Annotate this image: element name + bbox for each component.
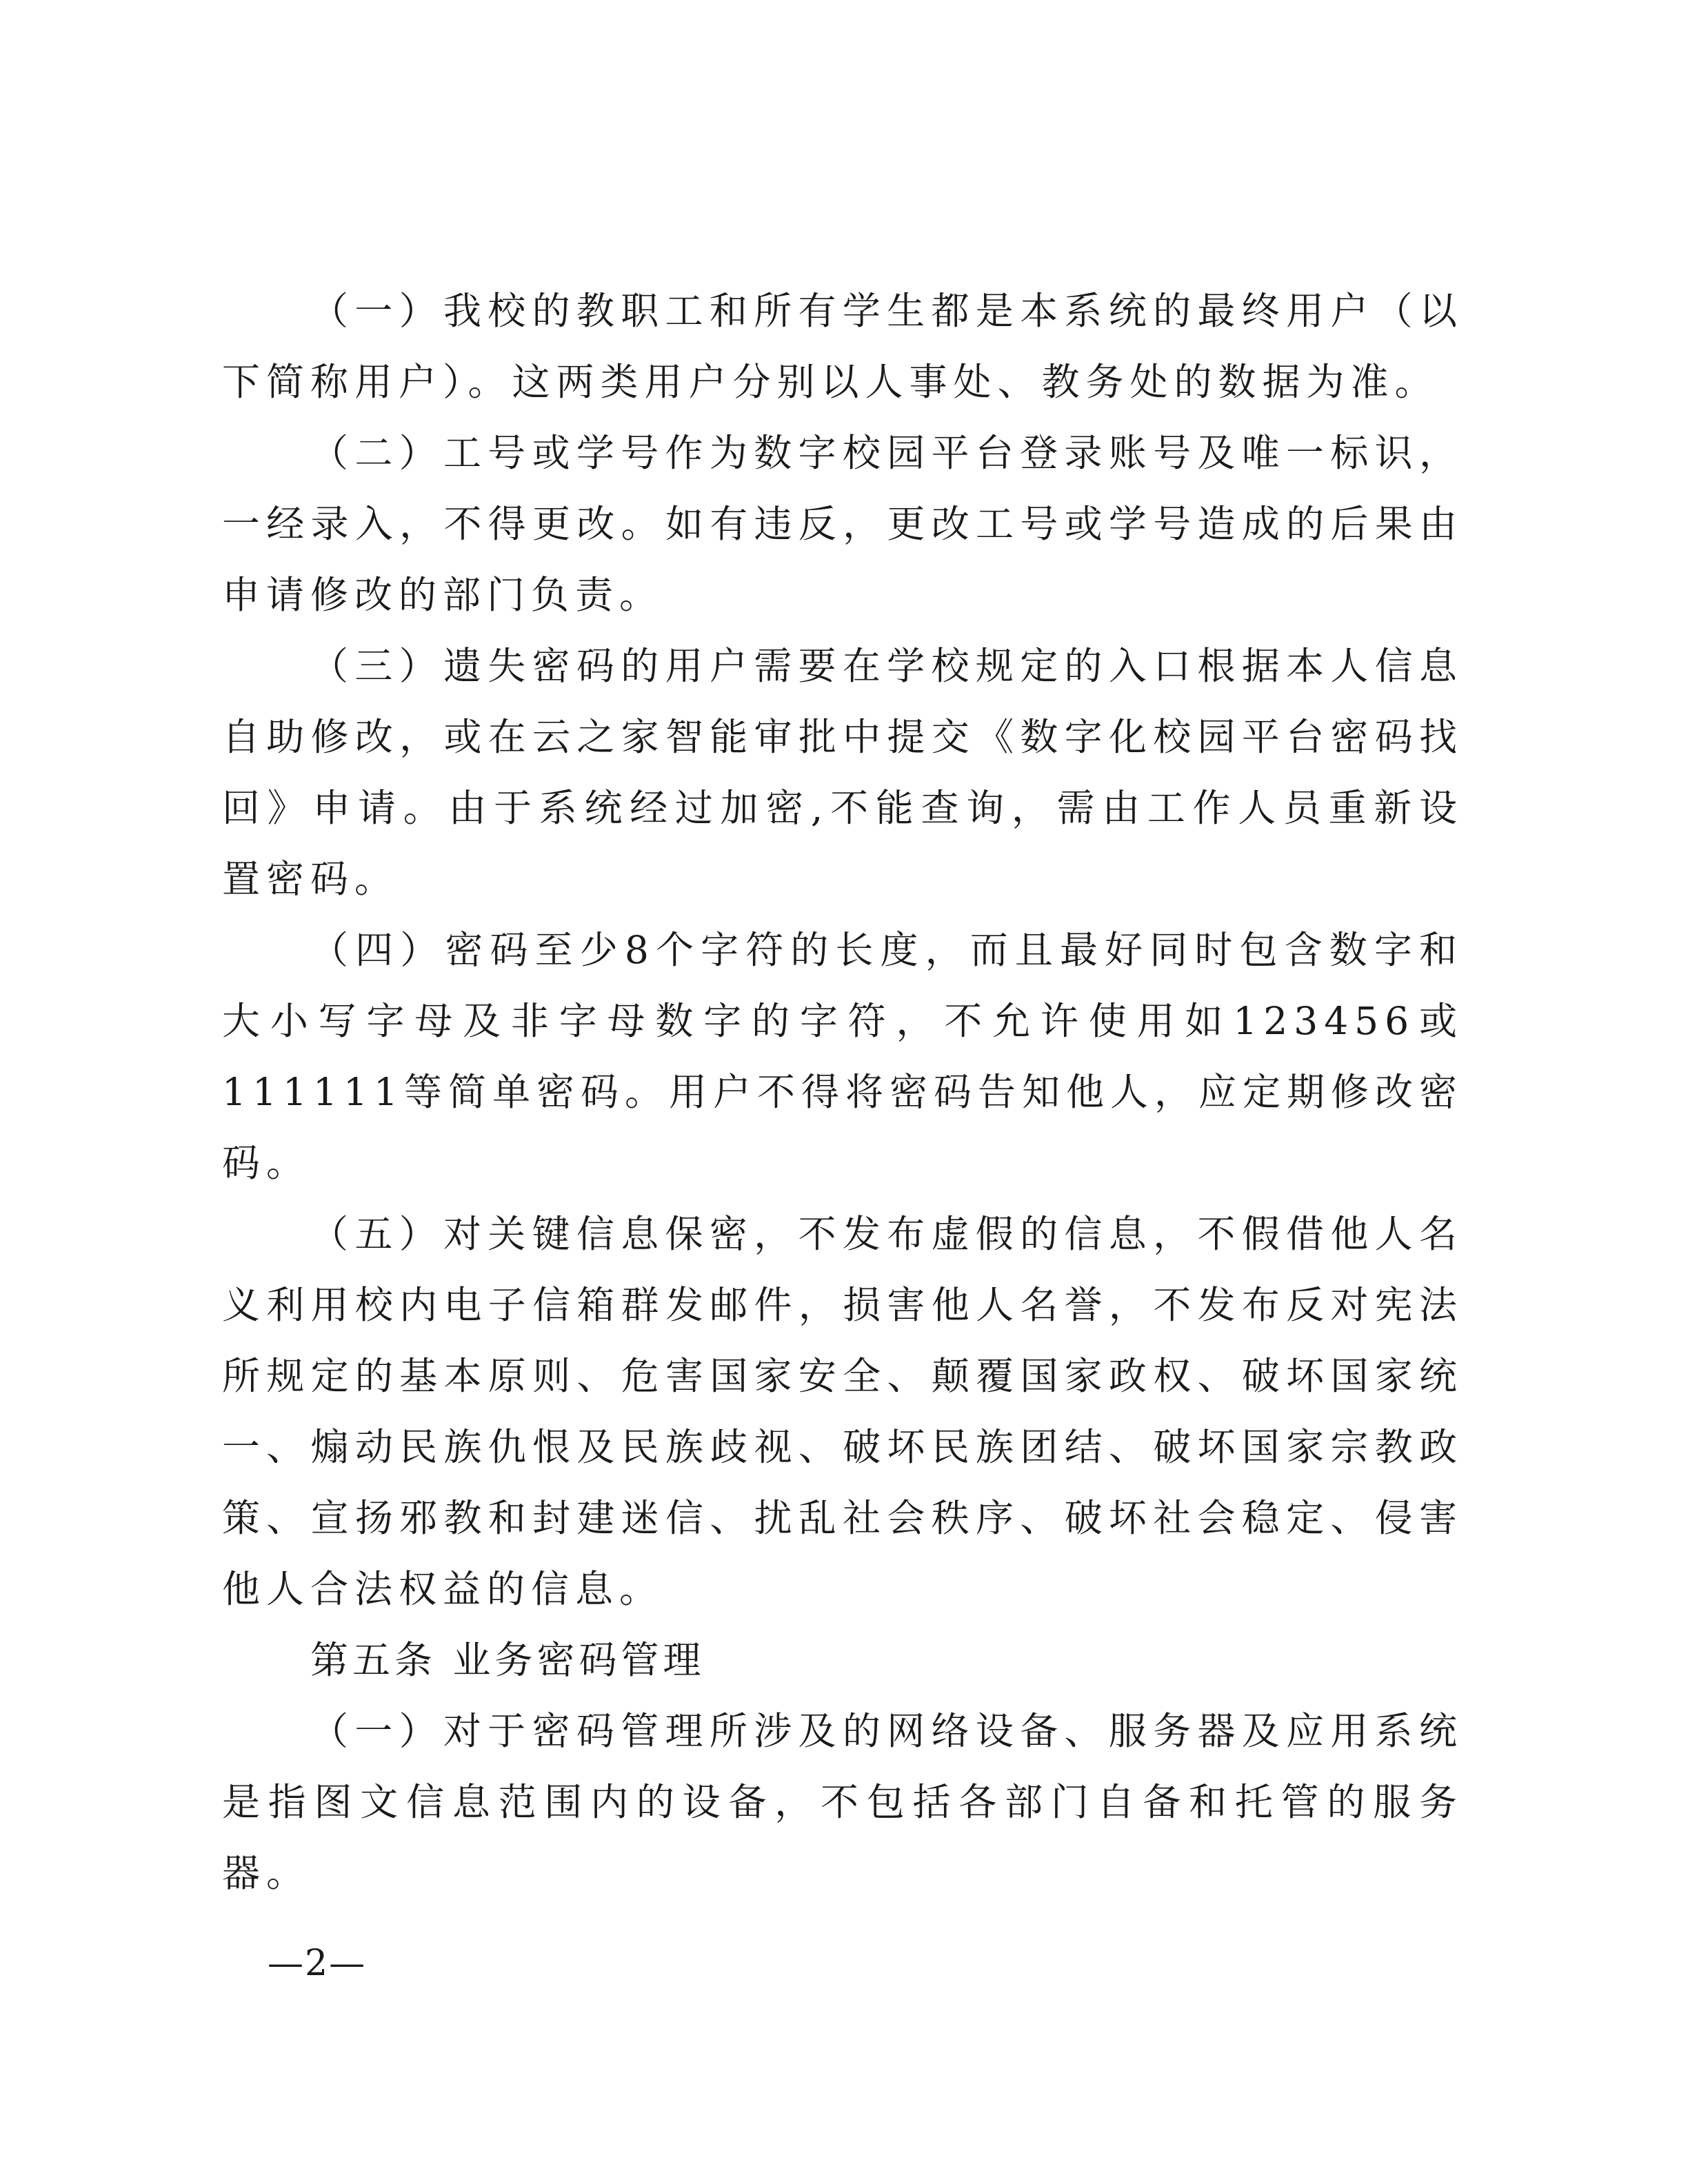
paragraph-business-password-scope: （一）对于密码管理所涉及的网络设备、服务器及应用系统是指图文信息范围内的设备，不包括各部门自备和托管的服务器。 xyxy=(222,1709,1463,1895)
paragraph-password-rules: （四）密码至少8个字符的长度，而且最好同时包含数字和大小写字母及非字母数字的字符，不允许使用如123456或111111等简单密码。用户不得将密码告知他人，应定期修改密码。 xyxy=(222,928,1463,1185)
paragraph-users: （一）我校的教职工和所有学生都是本系统的最终用户（以下简称用户）。这两类用户分别以人事处、教务处的数据为准。 xyxy=(222,289,1463,404)
document-body xyxy=(222,276,1463,1909)
paragraph-lost-password: （三）遗失密码的用户需要在学校规定的入口根据本人信息自助修改，或在云之家智能审批中提交《数字化校园平台密码找回》申请。由于系统经过加密,不能查询，需由工作人员重新设置密码。 xyxy=(222,644,1463,901)
page-number: —2— xyxy=(268,1943,367,1984)
paragraph-confidentiality: （五）对关键信息保密，不发布虚假的信息，不假借他人名义利用校内电子信箱群发邮件，损害他人名誉，不发布反对宪法所规定的基本原则、危害国家安全、颠覆国家政权、破坏国家统一、煽动民族仇恨及民族歧视、破坏民族团结、破坏国家宗教政策、宣扬邪教和封建迷信、扰乱社会秩序、破坏社会稳定、侵害他人合法权益的信息。 xyxy=(222,1212,1463,1611)
article-heading: 第五条 业务密码管理 xyxy=(310,1638,705,1682)
paragraph-account-id: （二）工号或学号作为数字校园平台登录账号及唯一标识，一经录入，不得更改。如有违反，更改工号或学号造成的后果由申请修改的部门负责。 xyxy=(222,431,1463,617)
